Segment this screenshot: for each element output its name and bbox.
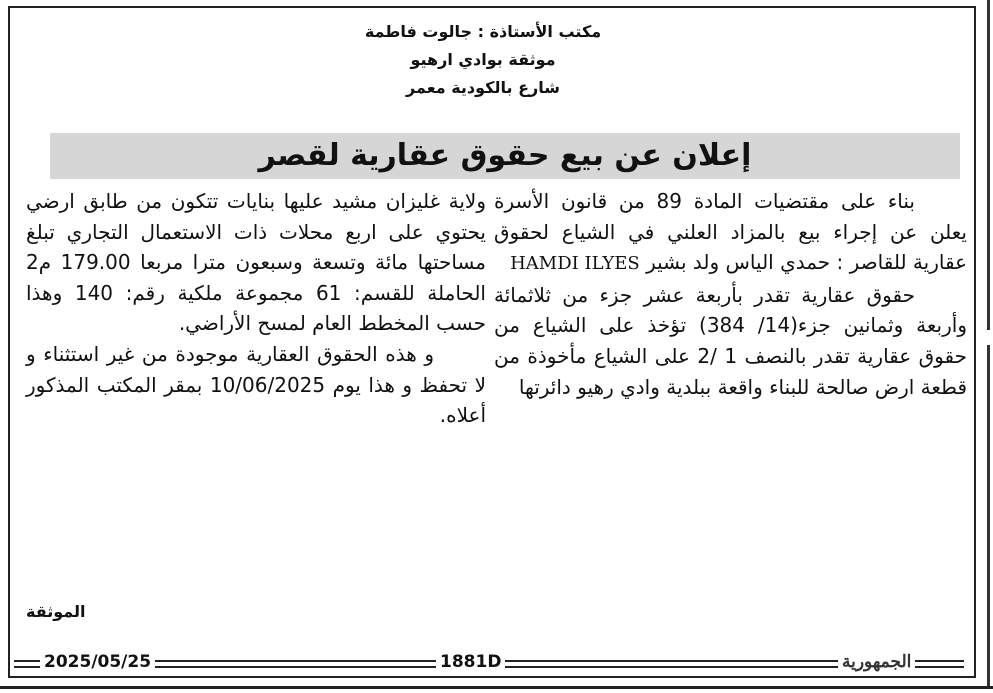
page-edge-line bbox=[987, 0, 990, 330]
announcement-title: إعلان عن بيع حقوق عقارية لقصر bbox=[258, 138, 752, 173]
page-edge-line bbox=[987, 345, 990, 686]
header-office-name: مكتب الأستاذة : جالوت فاطمة bbox=[364, 22, 602, 41]
right-paragraph-1 bbox=[494, 186, 967, 280]
header-office-location: موثقة بوادي ارهيو bbox=[410, 50, 556, 69]
right-column bbox=[494, 186, 967, 402]
office-header bbox=[333, 18, 633, 102]
page-edge-line bbox=[0, 686, 993, 689]
footer-code: 1881D bbox=[436, 650, 505, 674]
right-paragraph-1-text: بناء على مقتضيات المادة 89 من قانون الأسرة يعلن عن إجراء بيع بالمزاد العلني في الشياع لحقوق عقارية للقاصر : حمدي الياس ولد بشير bbox=[494, 189, 967, 275]
newspaper-logo: الجمهورية bbox=[838, 650, 915, 674]
left-paragraph-1: ولاية غليزان مشيد عليها بنايات تتكون من طابق ارضي يحتوي على اربع محلات ذات الاستعمال التجاري تبلغ مساحتها مائة وتسعة وسبعون مترا مربعا 179.00 م2 الحاملة للقسم: 61 مجموعة ملكية رقم: 140 وهذا حسب المخطط العام لمسح الأراضي. bbox=[26, 189, 486, 336]
latin-name: HAMDI ILYES bbox=[510, 253, 640, 275]
right-paragraph-2: حقوق عقارية تقدر بأربعة عشر جزء من ثلاثمائة وأربعة وثمانين جزء(14/ 384) تؤخذ على الشياع من حقوق عقارية تقدر بالنصف 1 /2 على الشياع مأخوذة من قطعة ارض صالحة للبناء واقعة ببلدية وادي رهيو دائرتها bbox=[494, 282, 967, 399]
signature-label: الموثقة bbox=[26, 602, 86, 621]
left-paragraph-2: و هذه الحقوق العقارية موجودة من غير استثناء و لا تحفظ و هذا يوم 10/06/2025 بمقر المكتب المذكور أعلاه. bbox=[26, 341, 486, 428]
footer-date: 2025/05/25 bbox=[40, 650, 155, 674]
header-office-street: شارع بالكودية معمر bbox=[406, 78, 560, 97]
left-column bbox=[26, 186, 486, 431]
